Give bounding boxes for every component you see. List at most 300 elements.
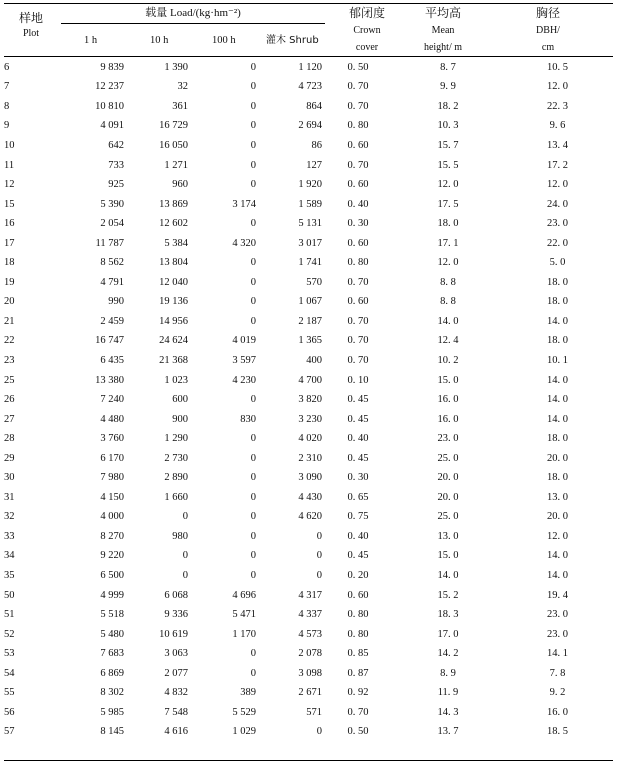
cell-plot: 56 <box>4 706 15 718</box>
cell-mean-height: 11. 9 <box>437 687 459 699</box>
cell-load-100h: 0 <box>250 667 256 679</box>
table-row <box>4 566 613 586</box>
table-header-rule <box>4 56 613 57</box>
table-row <box>4 351 613 371</box>
cell-load-10h: 0 <box>182 550 188 562</box>
cell-dbh: 18. 0 <box>547 335 568 347</box>
cell-crown-cover: 0. 70 <box>347 335 369 347</box>
cell-plot: 21 <box>4 315 15 327</box>
cell-load-100h: 0 <box>250 315 256 327</box>
cell-load-1h: 2 459 <box>100 315 124 327</box>
cell-load-10h: 13 804 <box>159 257 188 269</box>
table-row <box>4 253 613 273</box>
cell-plot: 31 <box>4 491 15 503</box>
cell-load-100h: 0 <box>250 159 256 171</box>
cell-dbh: 14. 0 <box>547 394 568 406</box>
cell-mean-height: 25. 0 <box>437 452 459 464</box>
cell-load-100h: 0 <box>250 530 256 542</box>
cell-load-1h: 4 000 <box>100 511 124 523</box>
table-row <box>4 449 613 469</box>
table-row <box>4 625 613 645</box>
cell-load-shrub: 1 920 <box>298 179 322 191</box>
cell-plot: 26 <box>4 394 15 406</box>
header-shrub: 灌木 Shrub <box>266 35 319 46</box>
table-row <box>4 312 613 332</box>
header-dbh-en1: DBH/ <box>536 25 560 36</box>
cell-load-shrub: 4 700 <box>298 374 322 386</box>
cell-load-100h: 0 <box>250 433 256 445</box>
data-table <box>4 58 613 742</box>
cell-load-shrub: 0 <box>316 569 322 581</box>
cell-load-1h: 8 562 <box>100 257 124 269</box>
cell-load-1h: 7 683 <box>100 648 124 660</box>
cell-load-shrub: 2 310 <box>298 452 322 464</box>
cell-crown-cover: 0. 70 <box>347 159 369 171</box>
cell-crown-cover: 0. 30 <box>347 472 369 484</box>
cell-plot: 7 <box>4 81 10 93</box>
cell-load-shrub: 0 <box>316 726 322 738</box>
cell-load-10h: 4 832 <box>164 687 188 699</box>
cell-load-100h: 0 <box>250 120 256 132</box>
cell-load-10h: 12 602 <box>159 218 188 230</box>
cell-plot: 19 <box>4 276 15 288</box>
cell-load-shrub: 4 337 <box>298 609 322 621</box>
cell-load-1h: 8 270 <box>100 530 124 542</box>
cell-crown-cover: 0. 70 <box>347 276 369 288</box>
cell-mean-height: 14. 3 <box>437 706 459 718</box>
cell-load-1h: 5 480 <box>100 628 124 640</box>
table-row <box>4 293 613 313</box>
cell-load-shrub: 1 365 <box>298 335 322 347</box>
cell-plot: 57 <box>4 726 15 738</box>
cell-load-100h: 389 <box>240 687 256 699</box>
cell-dbh: 12. 0 <box>547 179 568 191</box>
cell-load-10h: 1 271 <box>164 159 188 171</box>
cell-load-100h: 0 <box>250 550 256 562</box>
cell-mean-height: 17. 0 <box>437 628 459 640</box>
cell-load-10h: 16 050 <box>159 139 188 151</box>
cell-crown-cover: 0. 10 <box>347 374 369 386</box>
cell-dbh: 12. 0 <box>547 81 568 93</box>
cell-crown-cover: 0. 50 <box>347 61 369 73</box>
cell-load-100h: 0 <box>250 569 256 581</box>
cell-load-1h: 4 999 <box>100 589 124 601</box>
cell-mean-height: 10. 2 <box>437 354 459 366</box>
cell-load-shrub: 571 <box>306 706 322 718</box>
cell-load-10h: 13 869 <box>159 198 188 210</box>
cell-load-shrub: 2 694 <box>298 120 322 132</box>
cell-load-10h: 2 890 <box>164 472 188 484</box>
cell-load-10h: 0 <box>182 511 188 523</box>
cell-plot: 28 <box>4 433 15 445</box>
cell-crown-cover: 0. 60 <box>347 139 369 151</box>
cell-load-10h: 361 <box>172 100 188 112</box>
cell-plot: 25 <box>4 374 15 386</box>
header-plot-zh: 样地 <box>18 11 43 25</box>
cell-mean-height: 13. 7 <box>437 726 459 738</box>
cell-dbh: 22. 0 <box>547 237 568 249</box>
cell-load-shrub: 5 131 <box>298 218 322 230</box>
cell-load-100h: 0 <box>250 218 256 230</box>
cell-load-1h: 4 091 <box>100 120 124 132</box>
cell-crown-cover: 0. 70 <box>347 706 369 718</box>
cell-mean-height: 12. 4 <box>437 335 459 347</box>
cell-load-10h: 4 616 <box>164 726 188 738</box>
cell-load-1h: 925 <box>108 179 124 191</box>
cell-crown-cover: 0. 60 <box>347 179 369 191</box>
cell-load-10h: 1 290 <box>164 433 188 445</box>
cell-plot: 22 <box>4 335 15 347</box>
cell-load-10h: 19 136 <box>159 296 188 308</box>
header-dbh-en2: cm <box>541 42 555 53</box>
cell-load-10h: 2 730 <box>164 452 188 464</box>
table-row <box>4 547 613 567</box>
cell-mean-height: 17. 1 <box>437 237 459 249</box>
cell-load-1h: 4 150 <box>100 491 124 503</box>
table-row <box>4 410 613 430</box>
cell-load-100h: 1 029 <box>232 726 256 738</box>
cell-load-1h: 4 791 <box>100 276 124 288</box>
cell-plot: 20 <box>4 296 15 308</box>
cell-mean-height: 8. 8 <box>440 296 456 308</box>
table-row <box>4 234 613 254</box>
cell-mean-height: 9. 9 <box>440 81 456 93</box>
cell-crown-cover: 0. 40 <box>347 530 369 542</box>
table-row <box>4 273 613 293</box>
cell-load-1h: 12 237 <box>95 81 124 93</box>
cell-plot: 34 <box>4 550 15 562</box>
cell-load-shrub: 86 <box>311 139 322 151</box>
cell-load-1h: 10 810 <box>95 100 124 112</box>
cell-plot: 18 <box>4 257 15 269</box>
cell-plot: 11 <box>4 159 15 171</box>
cell-plot: 30 <box>4 472 15 484</box>
cell-mean-height: 16. 0 <box>437 394 459 406</box>
cell-mean-height: 13. 0 <box>437 530 459 542</box>
table-row <box>4 684 613 704</box>
cell-dbh: 24. 0 <box>547 198 568 210</box>
table-row <box>4 527 613 547</box>
cell-load-1h: 642 <box>108 139 124 151</box>
cell-crown-cover: 0. 80 <box>347 609 369 621</box>
cell-load-10h: 980 <box>172 530 188 542</box>
cell-plot: 23 <box>4 354 15 366</box>
cell-crown-cover: 0. 87 <box>347 667 369 679</box>
cell-dbh: 14. 1 <box>547 648 568 660</box>
cell-dbh: 18. 0 <box>547 276 568 288</box>
cell-load-10h: 1 660 <box>164 491 188 503</box>
header-mean-en2: height/ m <box>423 42 463 53</box>
cell-crown-cover: 0. 65 <box>347 491 369 503</box>
cell-load-shrub: 4 723 <box>298 81 322 93</box>
cell-plot: 10 <box>4 139 15 151</box>
cell-mean-height: 25. 0 <box>437 511 459 523</box>
cell-dbh: 20. 0 <box>547 511 568 523</box>
cell-load-shrub: 3 820 <box>298 394 322 406</box>
cell-dbh: 20. 0 <box>547 452 568 464</box>
cell-crown-cover: 0. 70 <box>347 100 369 112</box>
cell-load-shrub: 4 573 <box>298 628 322 640</box>
table-top-rule <box>4 3 613 4</box>
cell-dbh: 12. 0 <box>547 530 568 542</box>
cell-dbh: 18. 0 <box>547 296 568 308</box>
header-1h: 1 h <box>84 35 98 46</box>
cell-load-shrub: 4 620 <box>298 511 322 523</box>
cell-plot: 17 <box>4 237 15 249</box>
cell-load-1h: 4 480 <box>100 413 124 425</box>
cell-load-100h: 3 174 <box>232 198 256 210</box>
cell-load-100h: 5 471 <box>232 609 256 621</box>
cell-load-10h: 10 619 <box>159 628 188 640</box>
table-row <box>4 390 613 410</box>
cell-load-10h: 960 <box>172 179 188 191</box>
cell-load-100h: 0 <box>250 276 256 288</box>
cell-load-shrub: 3 017 <box>298 237 322 249</box>
cell-load-10h: 16 729 <box>159 120 188 132</box>
cell-plot: 9 <box>4 120 10 132</box>
cell-load-shrub: 1 741 <box>298 257 322 269</box>
cell-crown-cover: 0. 80 <box>347 257 369 269</box>
cell-mean-height: 15. 2 <box>437 589 459 601</box>
cell-load-100h: 0 <box>250 296 256 308</box>
cell-crown-cover: 0. 80 <box>347 628 369 640</box>
cell-mean-height: 20. 0 <box>437 491 459 503</box>
cell-load-1h: 5 518 <box>100 609 124 621</box>
cell-mean-height: 12. 0 <box>437 257 459 269</box>
cell-load-shrub: 3 098 <box>298 667 322 679</box>
cell-dbh: 23. 0 <box>547 609 568 621</box>
header-cover-en2: cover <box>355 42 379 53</box>
cell-crown-cover: 0. 70 <box>347 81 369 93</box>
cell-crown-cover: 0. 40 <box>347 433 369 445</box>
cell-load-1h: 13 380 <box>95 374 124 386</box>
cell-load-10h: 6 068 <box>164 589 188 601</box>
cell-mean-height: 8. 9 <box>440 667 456 679</box>
cell-load-shrub: 864 <box>306 100 322 112</box>
cell-crown-cover: 0. 75 <box>347 511 369 523</box>
cell-crown-cover: 0. 45 <box>347 394 369 406</box>
cell-load-1h: 9 839 <box>100 61 124 73</box>
table-row <box>4 644 613 664</box>
cell-load-100h: 0 <box>250 648 256 660</box>
table-bottom-rule <box>4 760 613 761</box>
cell-dbh: 13. 0 <box>547 491 568 503</box>
cell-mean-height: 14. 2 <box>437 648 459 660</box>
header-plot <box>4 10 58 41</box>
table-row <box>4 429 613 449</box>
cell-dbh: 14. 0 <box>547 550 568 562</box>
cell-dbh: 10. 1 <box>547 354 568 366</box>
cell-load-1h: 6 170 <box>100 452 124 464</box>
cell-crown-cover: 0. 60 <box>347 296 369 308</box>
cell-mean-height: 18. 0 <box>437 218 459 230</box>
cell-plot: 12 <box>4 179 15 191</box>
cell-crown-cover: 0. 92 <box>347 687 369 699</box>
cell-load-1h: 2 054 <box>100 218 124 230</box>
cell-load-1h: 6 435 <box>100 354 124 366</box>
cell-dbh: 5. 0 <box>549 257 566 269</box>
table-body <box>4 58 613 742</box>
cell-load-shrub: 127 <box>306 159 322 171</box>
cell-crown-cover: 0. 45 <box>347 452 369 464</box>
cell-load-1h: 16 747 <box>95 335 124 347</box>
cell-load-10h: 600 <box>172 394 188 406</box>
cell-crown-cover: 0. 70 <box>347 354 369 366</box>
cell-load-10h: 32 <box>177 81 188 93</box>
table-row <box>4 488 613 508</box>
cell-load-100h: 4 019 <box>232 335 256 347</box>
load-group-rule <box>61 23 325 24</box>
cell-load-1h: 6 500 <box>100 569 124 581</box>
cell-mean-height: 20. 0 <box>437 472 459 484</box>
cell-plot: 15 <box>4 198 15 210</box>
cell-load-shrub: 1 589 <box>298 198 322 210</box>
cell-load-1h: 733 <box>108 159 124 171</box>
table-row <box>4 156 613 176</box>
cell-plot: 52 <box>4 628 15 640</box>
cell-load-shrub: 2 078 <box>298 648 322 660</box>
cell-mean-height: 12. 0 <box>437 179 459 191</box>
cell-load-100h: 5 529 <box>232 706 256 718</box>
cell-load-100h: 0 <box>250 257 256 269</box>
table-row <box>4 195 613 215</box>
cell-dbh: 9. 6 <box>549 120 566 132</box>
cell-load-1h: 7 980 <box>100 472 124 484</box>
cell-mean-height: 18. 2 <box>437 100 459 112</box>
cell-plot: 51 <box>4 609 15 621</box>
table-row <box>4 605 613 625</box>
header-10h: 10 h <box>150 35 169 46</box>
cell-load-shrub: 2 671 <box>298 687 322 699</box>
cell-mean-height: 18. 3 <box>437 609 459 621</box>
cell-dbh: 18. 0 <box>547 472 568 484</box>
cell-crown-cover: 0. 20 <box>347 569 369 581</box>
cell-load-100h: 0 <box>250 394 256 406</box>
cell-dbh: 7. 8 <box>549 667 566 679</box>
cell-load-shrub: 1 120 <box>298 61 322 73</box>
cell-dbh: 14. 0 <box>547 374 568 386</box>
table-row <box>4 117 613 137</box>
cell-load-shrub: 3 090 <box>298 472 322 484</box>
cell-plot: 54 <box>4 667 15 679</box>
cell-dbh: 19. 4 <box>547 589 568 601</box>
cell-dbh: 10. 5 <box>547 61 568 73</box>
cell-dbh: 16. 0 <box>547 706 568 718</box>
table-row <box>4 136 613 156</box>
cell-load-1h: 990 <box>108 296 124 308</box>
cell-mean-height: 16. 0 <box>437 413 459 425</box>
header-dbh-zh: 胸径 <box>535 6 560 20</box>
cell-load-shrub: 2 187 <box>298 315 322 327</box>
cell-load-10h: 7 548 <box>164 706 188 718</box>
table-row <box>4 97 613 117</box>
header-load-title: 载量 Load/(kg·hm⁻²) <box>145 7 241 19</box>
cell-mean-height: 23. 0 <box>437 433 459 445</box>
cell-load-1h: 5 390 <box>100 198 124 210</box>
cell-load-100h: 0 <box>250 179 256 191</box>
header-dbh <box>510 5 586 56</box>
cell-load-10h: 5 384 <box>164 237 188 249</box>
cell-load-shrub: 0 <box>316 550 322 562</box>
cell-mean-height: 17. 5 <box>437 198 459 210</box>
cell-load-10h: 9 336 <box>164 609 188 621</box>
cell-load-shrub: 4 317 <box>298 589 322 601</box>
cell-load-100h: 0 <box>250 81 256 93</box>
table-row <box>4 78 613 98</box>
cell-load-100h: 4 230 <box>232 374 256 386</box>
table-row <box>4 586 613 606</box>
header-cover-en1: Crown <box>353 25 381 36</box>
cell-crown-cover: 0. 45 <box>347 550 369 562</box>
table-row <box>4 703 613 723</box>
cell-mean-height: 15. 7 <box>437 139 459 151</box>
cell-plot: 50 <box>4 589 15 601</box>
table-row <box>4 214 613 234</box>
cell-load-100h: 0 <box>250 61 256 73</box>
table-row <box>4 508 613 528</box>
header-mean-height <box>405 5 481 56</box>
cell-crown-cover: 0. 60 <box>347 589 369 601</box>
cell-dbh: 14. 0 <box>547 413 568 425</box>
cell-dbh: 18. 5 <box>547 726 568 738</box>
cell-plot: 16 <box>4 218 15 230</box>
cell-plot: 32 <box>4 511 15 523</box>
header-100h: 100 h <box>212 35 236 46</box>
cell-mean-height: 8. 7 <box>440 61 456 73</box>
cell-load-1h: 8 145 <box>100 726 124 738</box>
cell-crown-cover: 0. 40 <box>347 198 369 210</box>
cell-crown-cover: 0. 60 <box>347 237 369 249</box>
cell-dbh: 13. 4 <box>547 139 568 151</box>
cell-plot: 35 <box>4 569 15 581</box>
header-mean-en1: Mean <box>431 25 455 36</box>
cell-load-1h: 7 240 <box>100 394 124 406</box>
cell-load-1h: 3 760 <box>100 433 124 445</box>
cell-load-shrub: 0 <box>316 530 322 542</box>
cell-dbh: 14. 0 <box>547 315 568 327</box>
header-mean-zh: 平均高 <box>424 6 461 20</box>
cell-load-1h: 8 302 <box>100 687 124 699</box>
cell-load-10h: 3 063 <box>164 648 188 660</box>
cell-load-10h: 1 023 <box>164 374 188 386</box>
cell-load-100h: 4 320 <box>232 237 256 249</box>
cell-load-10h: 1 390 <box>164 61 188 73</box>
table-row <box>4 664 613 684</box>
cell-load-10h: 0 <box>182 569 188 581</box>
cell-plot: 33 <box>4 530 15 542</box>
cell-load-10h: 21 368 <box>159 354 188 366</box>
cell-mean-height: 15. 5 <box>437 159 459 171</box>
cell-load-shrub: 4 020 <box>298 433 322 445</box>
cell-load-100h: 0 <box>250 472 256 484</box>
cell-load-1h: 11 787 <box>95 237 124 249</box>
cell-dbh: 9. 2 <box>549 687 566 699</box>
cell-dbh: 17. 2 <box>547 159 568 171</box>
cell-dbh: 14. 0 <box>547 569 568 581</box>
cell-load-shrub: 4 430 <box>298 491 322 503</box>
cell-load-100h: 0 <box>250 511 256 523</box>
cell-load-1h: 9 220 <box>100 550 124 562</box>
cell-load-100h: 0 <box>250 452 256 464</box>
cell-load-1h: 5 985 <box>100 706 124 718</box>
cell-load-1h: 6 869 <box>100 667 124 679</box>
cell-plot: 8 <box>4 100 10 112</box>
cell-mean-height: 10. 3 <box>437 120 459 132</box>
table-row <box>4 175 613 195</box>
cell-mean-height: 14. 0 <box>437 569 459 581</box>
header-crown-cover <box>332 5 402 56</box>
cell-plot: 6 <box>4 61 10 73</box>
